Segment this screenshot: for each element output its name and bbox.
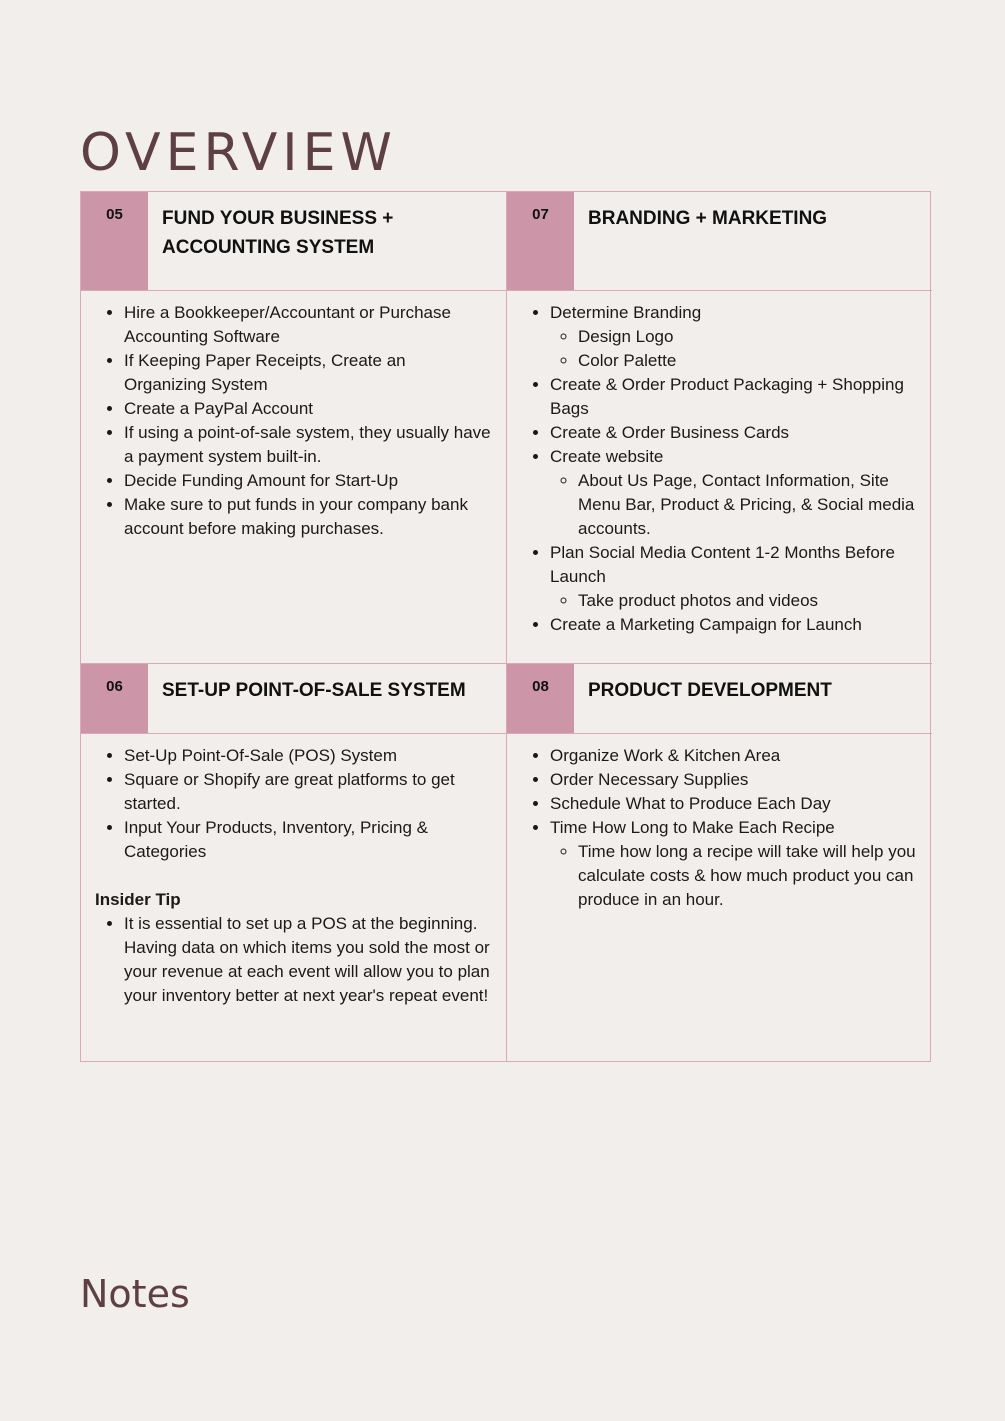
bullet-list: [95, 912, 492, 1008]
section-header-07: [506, 192, 932, 291]
list-item: [550, 816, 918, 912]
section-list: [95, 744, 492, 864]
section-header-08: [506, 664, 932, 734]
section-heading: SET-UP POINT-OF-SALE SYSTEM: [162, 680, 466, 701]
list-item-text: It is essential to set up a POS at the beginning. Having data on which items you sold the most or your revenue at each event will allow you to plan your inventory better at next year's repeat event!: [124, 914, 490, 1005]
sub-list-item: ◦ Take product photos and videos: [578, 589, 918, 613]
list-item-text: Time How Long to Make Each Recipe: [550, 818, 835, 837]
list-item: [550, 445, 918, 541]
list-item-text: Organize Work & Kitchen Area: [550, 746, 781, 765]
list-item-text: Determine Branding: [550, 303, 702, 322]
list-item: [124, 421, 492, 469]
list-item: [550, 792, 918, 816]
list-item: [550, 768, 918, 792]
list-item: [124, 816, 492, 864]
list-item-text: Order Necessary Supplies: [550, 770, 749, 789]
section-number: 06: [81, 664, 148, 733]
list-item: [124, 744, 492, 768]
sub-list-item: ◦ Color Palette: [578, 349, 918, 373]
list-item-text: Create & Order Business Cards: [550, 423, 790, 442]
list-item: [124, 768, 492, 816]
sub-list: [550, 325, 918, 373]
bullet-list: [95, 744, 492, 864]
list-item: [550, 373, 918, 421]
section-number: 05: [81, 192, 148, 290]
section-number: 07: [507, 192, 574, 290]
list-item-text: If Keeping Paper Receipts, Create an Organizing System: [124, 351, 406, 394]
list-item-text: If using a point-of-sale system, they usually have a payment system built-in.: [124, 423, 491, 466]
list-item-text: Make sure to put funds in your company bank account before making purchases.: [124, 495, 468, 538]
section-header-05: [81, 192, 506, 291]
overview-grid: [80, 191, 931, 1062]
list-item: [124, 301, 492, 349]
list-item-text: Set-Up Point-Of-Sale (POS) System: [124, 746, 398, 765]
section-number: 08: [507, 664, 574, 733]
list-item: [550, 613, 918, 637]
list-item-text: Create a PayPal Account: [124, 399, 314, 418]
list-item-text: Create website: [550, 447, 664, 466]
list-item: [550, 301, 918, 373]
list-item-text: Input Your Products, Inventory, Pricing & Categories: [124, 818, 428, 861]
section-body-05: [81, 291, 506, 664]
section-body-07: [506, 291, 932, 664]
section-body-08: [506, 734, 932, 1061]
page-title: OVERVIEW: [80, 122, 397, 183]
bullet-list: [521, 301, 918, 637]
bullet-list: [521, 744, 918, 912]
list-item-text: Create a Marketing Campaign for Launch: [550, 615, 862, 634]
list-item-text: Hire a Bookkeeper/Accountant or Purchase Accounting Software: [124, 303, 451, 346]
insider-tip-list: [95, 912, 492, 1008]
list-item-text: Schedule What to Produce Each Day: [550, 794, 831, 813]
list-item: [550, 744, 918, 768]
list-item-text: Create & Order Product Packaging + Shopping Bags: [550, 375, 904, 418]
list-item: [124, 469, 492, 493]
list-item: [124, 349, 492, 397]
sub-list: [550, 469, 918, 541]
section-heading: PRODUCT DEVELOPMENT: [588, 680, 832, 701]
bullet-list: [95, 301, 492, 541]
list-item: [124, 397, 492, 421]
sub-list: [550, 840, 918, 912]
sub-list-item: ◦ Time how long a recipe will take will help you calculate costs & how much product you can produce in an hour.: [578, 840, 918, 912]
sub-list-item: ◦ About Us Page, Contact Information, Site Menu Bar, Product & Pricing, & Social media accounts.: [578, 469, 918, 541]
list-item: [550, 541, 918, 613]
list-item: [124, 912, 492, 1008]
section-header-06: [81, 664, 506, 734]
list-item: [550, 421, 918, 445]
notes-heading: Notes: [80, 1272, 190, 1316]
list-item-text: Decide Funding Amount for Start-Up: [124, 471, 399, 490]
list-item-text: Square or Shopify are great platforms to get started.: [124, 770, 455, 813]
section-body-06: [81, 734, 506, 1061]
list-item: [124, 493, 492, 541]
sub-list-item: ◦ Design Logo: [578, 325, 918, 349]
section-heading: FUND YOUR BUSINESS + ACCOUNTING SYSTEM: [162, 208, 394, 258]
sub-list: [550, 589, 918, 613]
insider-tip-label: Insider Tip: [95, 890, 181, 909]
section-heading: BRANDING + MARKETING: [588, 208, 828, 229]
list-item-text: Plan Social Media Content 1-2 Months Before Launch: [550, 543, 895, 586]
